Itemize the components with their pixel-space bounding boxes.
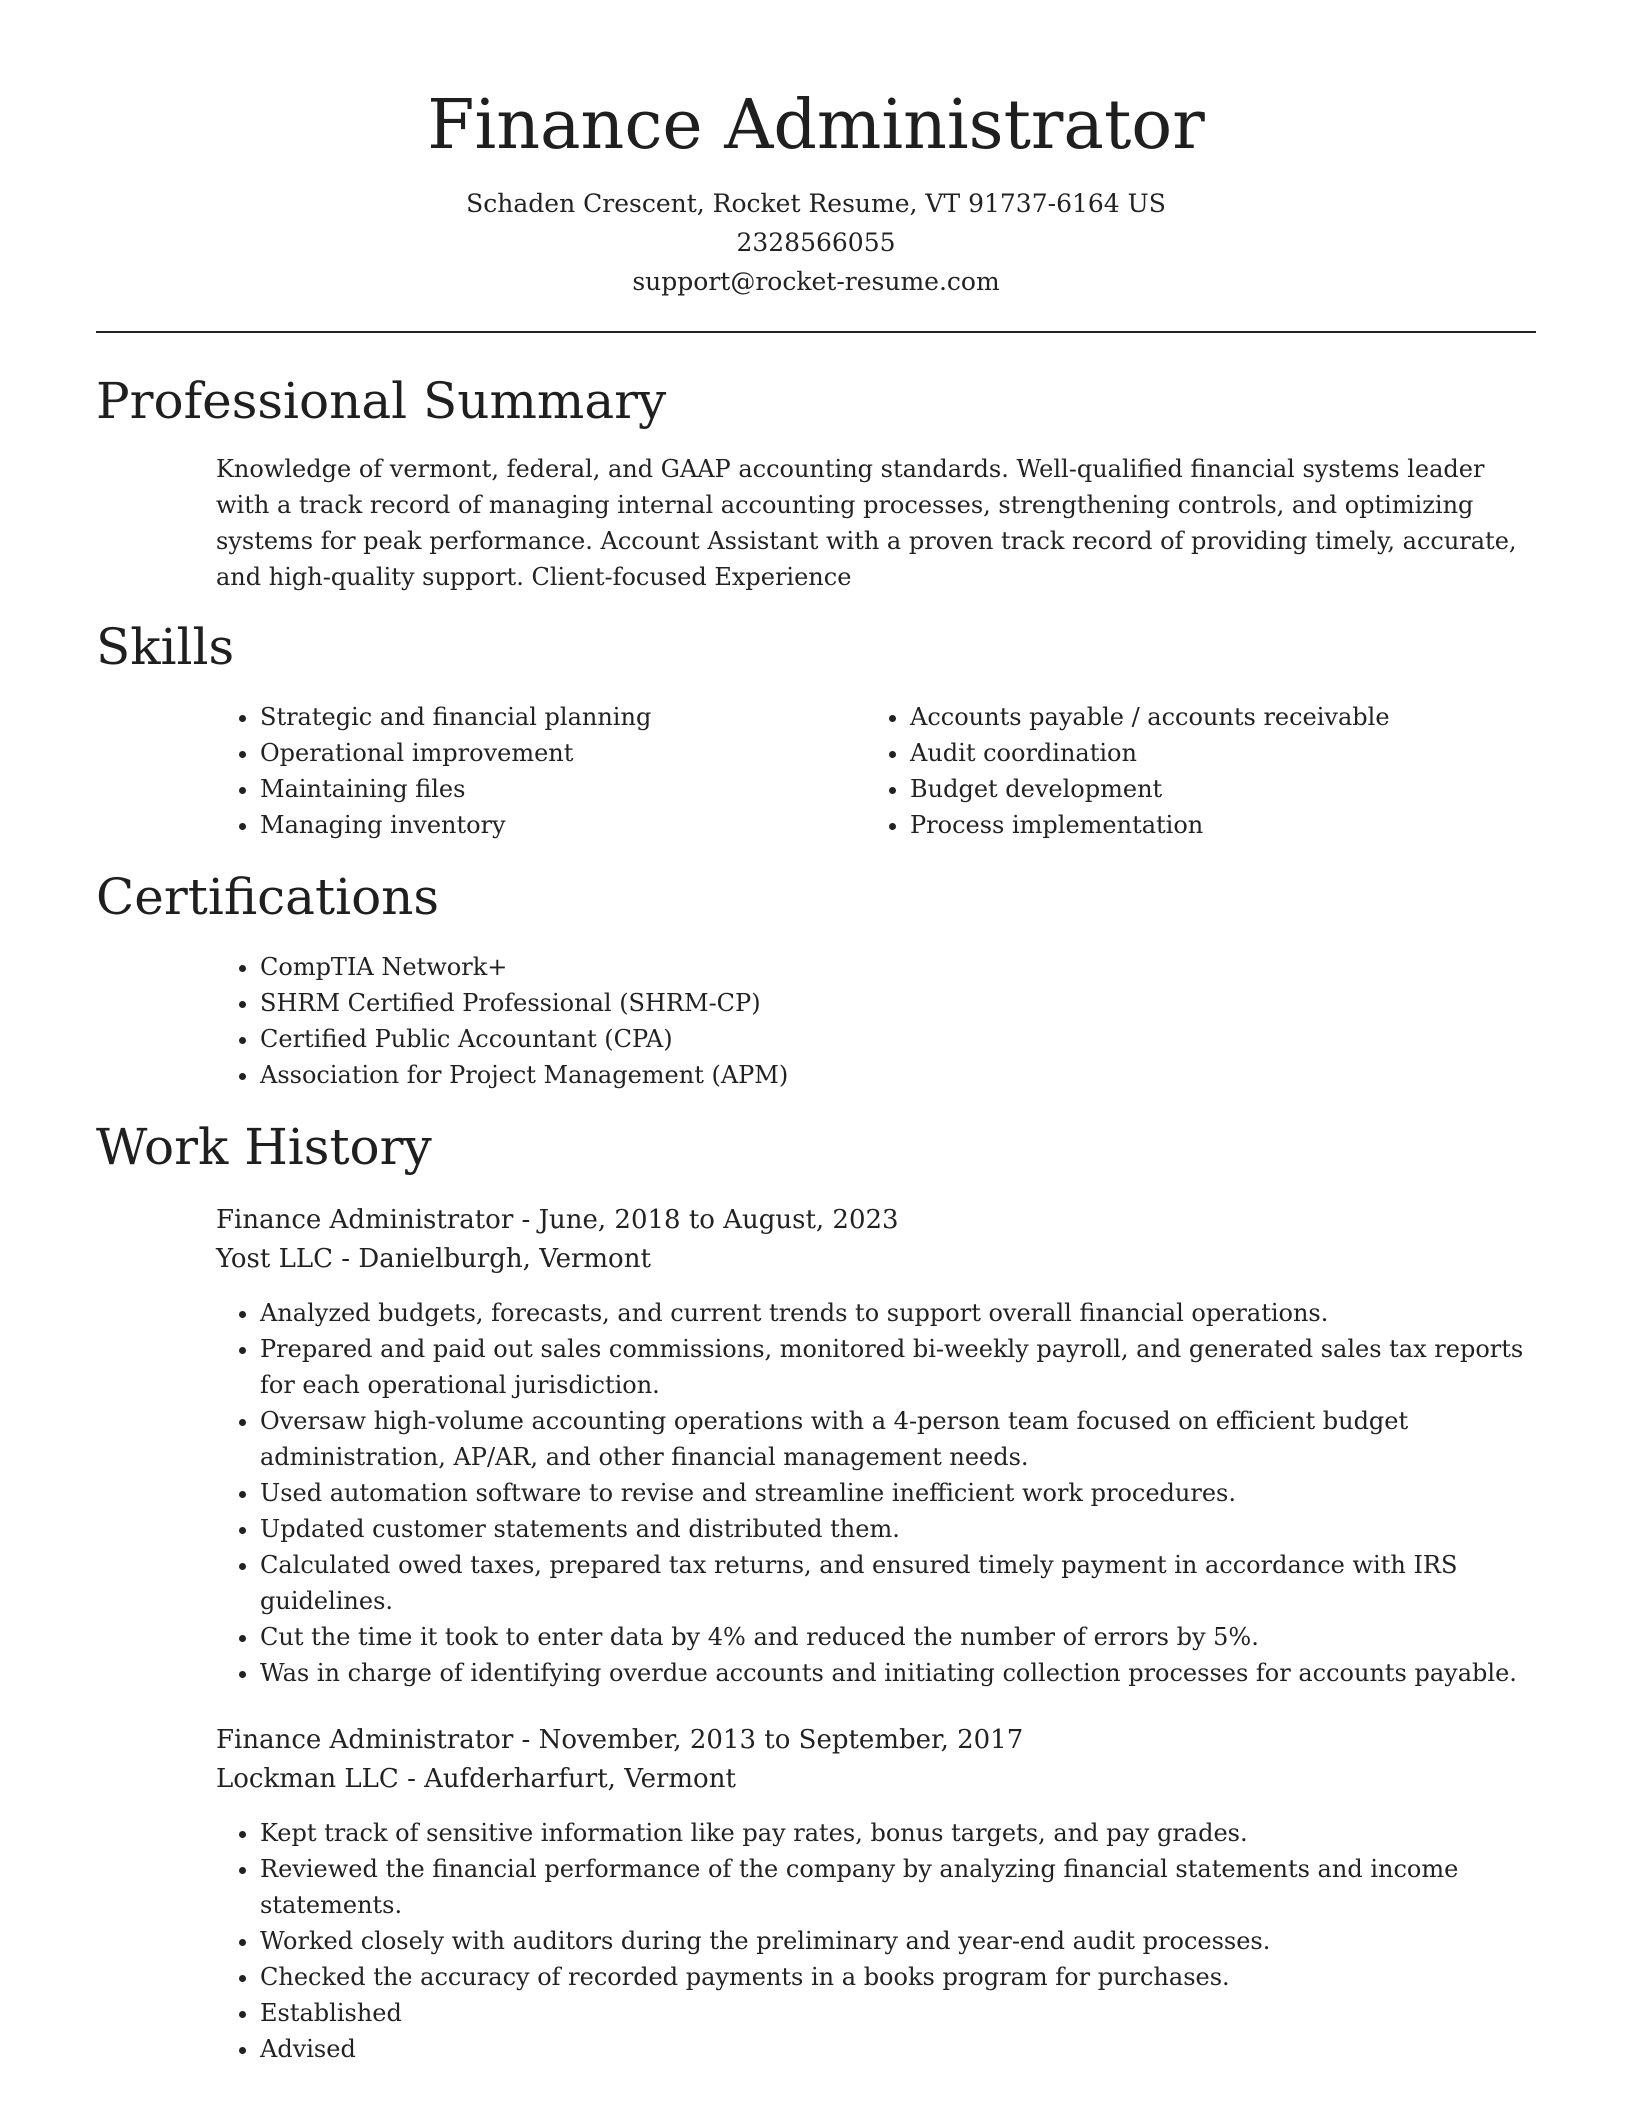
job-duty: • Advised (260, 2031, 1536, 2067)
job-duty: • Established (260, 1995, 1536, 2031)
job-duty: • Checked the accuracy of recorded payments in a books program for purchases. (260, 1959, 1536, 1995)
job-duty: • Reviewed the financial performance of the company by analyzing financial statements and income statements. (260, 1851, 1536, 1923)
job-duty: • Analyzed budgets, forecasts, and current trends to support overall financial operations. (260, 1295, 1536, 1331)
skill-item: • Accounts payable / accounts receivable (910, 699, 1516, 735)
certification-item: • CompTIA Network+ (260, 949, 1536, 985)
certification-item: • Association for Project Management (APM) (260, 1057, 1536, 1093)
skills-list-right (866, 699, 1516, 843)
skill-item: • Managing inventory (260, 807, 866, 843)
skill-item: • Maintaining files (260, 771, 866, 807)
work-history-section (96, 1117, 1536, 2067)
skill-item: • Audit coordination (910, 735, 1516, 771)
skills-heading: Skills (96, 618, 235, 676)
work-history-heading: Work History (96, 1118, 432, 1176)
job-duty: • Used automation software to revise and streamline inefficient work procedures. (260, 1475, 1536, 1511)
certifications-list (216, 949, 1536, 1093)
header-divider (96, 331, 1536, 333)
certification-item: • Certified Public Accountant (CPA) (260, 1021, 1536, 1057)
skills-section (96, 617, 1536, 843)
skill-item: • Strategic and financial planning (260, 699, 866, 735)
candidate-name: Finance Administrator (427, 86, 1205, 165)
certification-item: • SHRM Certified Professional (SHRM-CP) (260, 985, 1536, 1021)
job-title-dates: Finance Administrator - November, 2013 to September, 2017 (216, 1725, 1024, 1755)
job-duty: • Updated customer statements and distributed them. (260, 1511, 1536, 1547)
job-duty: • Cut the time it took to enter data by 4% and reduced the number of errors by 5%. (260, 1619, 1536, 1655)
summary-section (96, 371, 1536, 595)
certifications-heading: Certifications (96, 868, 440, 926)
resume-page (96, 0, 1536, 2097)
summary-heading: Professional Summary (96, 372, 667, 430)
skills-list-left (216, 699, 866, 843)
job-duty: • Prepared and paid out sales commissions, monitored bi-weekly payroll, and generated sales tax reports for each operational jurisdiction. (260, 1331, 1536, 1403)
job-duties-list (216, 1295, 1536, 1691)
contact-phone: 2328566055 (736, 228, 896, 257)
job-duty: • Oversaw high-volume accounting operations with a 4-person team focused on efficient budget administration, AP/AR, and other financial management needs. (260, 1403, 1536, 1475)
job-entry (216, 1721, 1536, 2067)
skill-item: • Budget development (910, 771, 1516, 807)
job-duty: • Kept track of sensitive information like pay rates, bonus targets, and pay grades. (260, 1815, 1536, 1851)
job-entry (216, 1201, 1536, 1691)
job-company-location: Lockman LLC - Aufderharfurt, Vermont (216, 1764, 736, 1794)
certifications-section (96, 867, 1536, 1093)
contact-email: support@rocket-resume.com (632, 267, 1000, 296)
summary-text: Knowledge of vermont, federal, and GAAP accounting standards. Well-qualified financial systems leader with a track record of managing internal accounting processes, strengthening controls, and optimizing systems for peak performance. Account Assistant with a proven track record of providing timely, accurate, and high-quality support. Client-focused Experience (216, 455, 1517, 591)
job-duty: • Was in charge of identifying overdue accounts and initiating collection processes for accounts payable. (260, 1655, 1536, 1691)
job-company-location: Yost LLC - Danielburgh, Vermont (216, 1244, 651, 1274)
job-title-dates: Finance Administrator - June, 2018 to August, 2023 (216, 1205, 899, 1235)
job-duties-list (216, 1815, 1536, 2067)
job-duty: • Calculated owed taxes, prepared tax returns, and ensured timely payment in accordance with IRS guidelines. (260, 1547, 1536, 1619)
contact-address: Schaden Crescent, Rocket Resume, VT 91737-6164 US (466, 189, 1166, 218)
resume-header (96, 0, 1536, 301)
job-duty: • Worked closely with auditors during the preliminary and year-end audit processes. (260, 1923, 1536, 1959)
skill-item: • Process implementation (910, 807, 1516, 843)
skill-item: • Operational improvement (260, 735, 866, 771)
